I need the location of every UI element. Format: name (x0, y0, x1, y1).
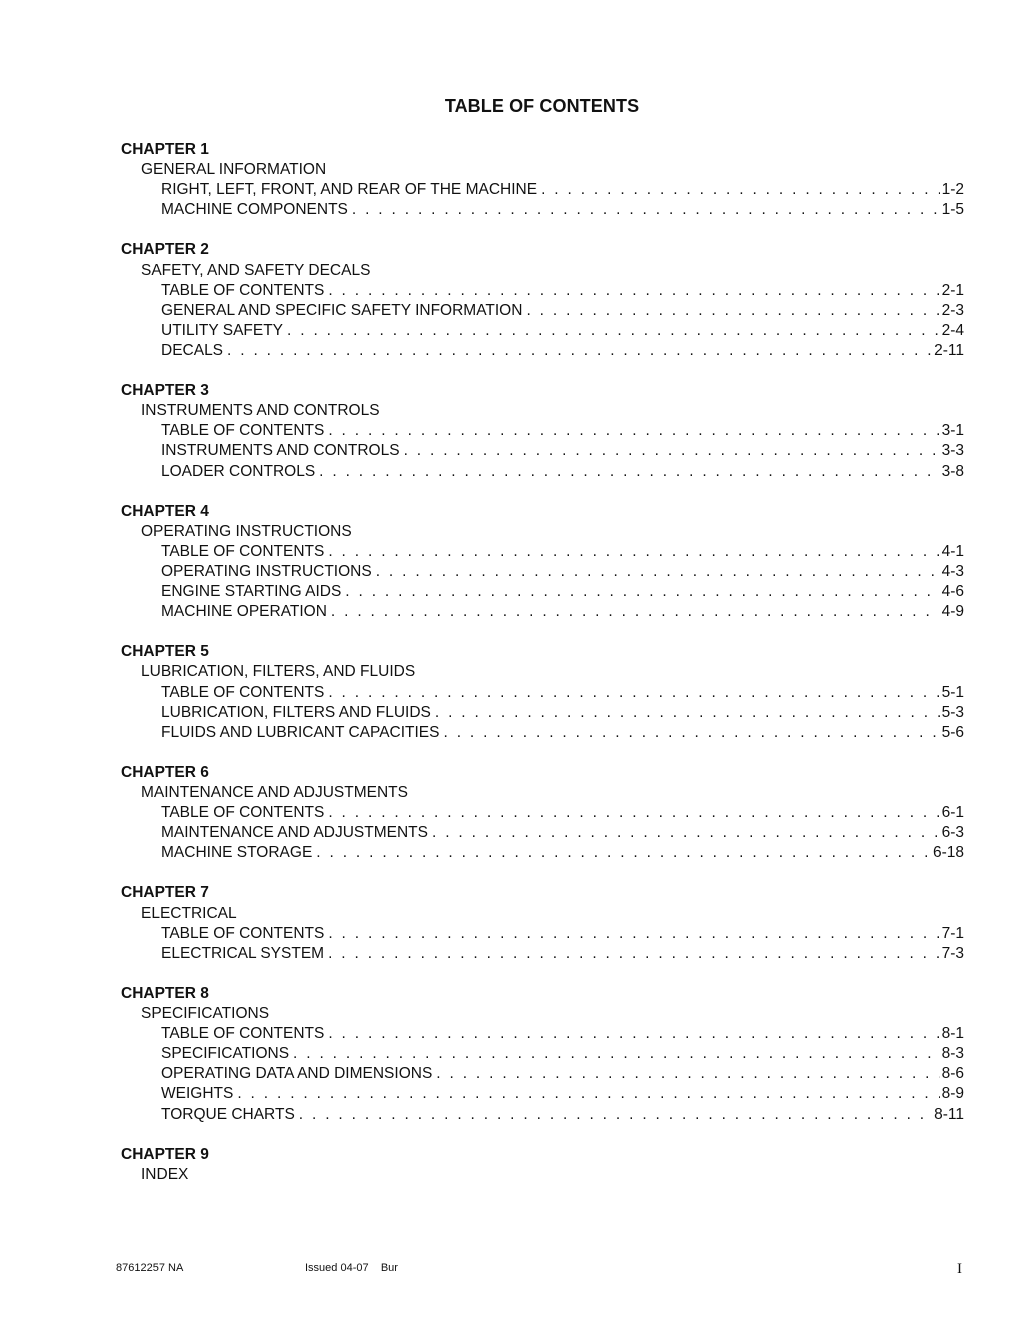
toc-entry (121, 823, 964, 843)
toc-entry (121, 562, 964, 582)
toc-entry-page: 3-1 (941, 422, 964, 440)
toc-entry-page: 2-1 (941, 281, 964, 299)
toc-entry-title: SPECIFICATIONS (161, 1045, 290, 1063)
toc-entry-page: 2-3 (941, 301, 964, 319)
dot-leader (328, 944, 940, 964)
toc-entry-page: 6-3 (941, 824, 964, 842)
toc-entry-page: 1-2 (941, 181, 964, 199)
toc-entry (121, 843, 964, 863)
toc-entry-title: INSTRUMENTS AND CONTROLS (161, 442, 400, 460)
toc-entry-title: MAINTENANCE AND ADJUSTMENTS (161, 824, 428, 842)
toc-entry-page: 4-3 (941, 562, 964, 580)
toc-entry-title: GENERAL AND SPECIFIC SAFETY INFORMATION (161, 301, 523, 319)
toc-entry-title: TABLE OF CONTENTS (161, 924, 325, 942)
toc-entry-title: ENGINE STARTING AIDS (161, 583, 342, 601)
toc-entry-page: 1-5 (941, 201, 964, 219)
chapter-section (121, 502, 964, 623)
footer-page-number: I (957, 1261, 962, 1277)
chapter-label: CHAPTER 8 (121, 984, 209, 1002)
chapter-section (121, 381, 964, 481)
toc-entry-page: 8-11 (934, 1105, 964, 1123)
page-title: TABLE OF CONTENTS (444, 96, 640, 116)
toc-entry-page: 3-8 (941, 462, 964, 480)
toc-entry-title: RIGHT, LEFT, FRONT, AND REAR OF THE MACHINE (161, 181, 538, 199)
toc-entry-page: 2-4 (941, 321, 964, 339)
toc-entry-title: LUBRICATION, FILTERS AND FLUIDS (161, 703, 431, 721)
toc-entry-title: LOADER CONTROLS (161, 462, 316, 480)
dot-leader (328, 421, 939, 441)
toc-entry-title: ELECTRICAL SYSTEM (161, 944, 325, 962)
toc-entry (121, 924, 964, 944)
dot-leader (328, 803, 939, 823)
chapter-label: CHAPTER 6 (121, 763, 209, 781)
chapter-title: INDEX (141, 1165, 189, 1183)
chapter-section (121, 763, 964, 863)
footer-part-number: 87612257 NA (116, 1262, 184, 1274)
toc-entry-page: 6-1 (941, 804, 964, 822)
toc-entry (121, 723, 964, 743)
toc-entry-page: 2-11 (934, 341, 964, 359)
dot-leader (376, 562, 940, 582)
toc-entry-page: 5-6 (941, 723, 964, 741)
toc-entry-title: TABLE OF CONTENTS (161, 542, 325, 560)
chapter-label: CHAPTER 2 (121, 241, 209, 259)
toc-entry-title: TABLE OF CONTENTS (161, 683, 325, 701)
toc-entry-page: 8-3 (941, 1045, 964, 1063)
toc-entry (121, 582, 964, 602)
toc-entry-title: TABLE OF CONTENTS (161, 422, 325, 440)
chapter-label: CHAPTER 7 (121, 884, 209, 902)
toc-entry-page: 5-1 (941, 683, 964, 701)
chapter-section (121, 240, 964, 361)
dot-leader (345, 582, 939, 602)
dot-leader (404, 441, 940, 461)
toc-entry (121, 1105, 964, 1125)
toc-entry (121, 944, 964, 964)
dot-leader (299, 1105, 932, 1125)
toc-entry-page: 4-9 (941, 603, 964, 621)
toc-entry-page: 5-3 (941, 703, 964, 721)
dot-leader (328, 1024, 939, 1044)
toc-entry (121, 180, 964, 200)
toc-entry-title: MACHINE COMPONENTS (161, 201, 348, 219)
dot-leader (436, 1064, 939, 1084)
chapter-title: LUBRICATION, FILTERS, AND FLUIDS (141, 663, 416, 681)
dot-leader (237, 1084, 939, 1104)
dot-leader (328, 542, 939, 562)
chapter-label: CHAPTER 4 (121, 502, 209, 520)
dot-leader (287, 321, 940, 341)
dot-leader (541, 180, 940, 200)
toc-entry-page: 7-3 (941, 944, 964, 962)
toc-entry (121, 1024, 964, 1044)
chapter-section (121, 883, 964, 963)
toc-entry-title: MACHINE OPERATION (161, 603, 327, 621)
chapter-label: CHAPTER 3 (121, 382, 209, 400)
chapter-label: CHAPTER 1 (121, 141, 209, 158)
toc-entry (121, 462, 964, 482)
toc-entry-page: 8-9 (941, 1085, 964, 1103)
dot-leader (435, 703, 940, 723)
footer-issue-date: Issued 04-07 Bur (305, 1262, 398, 1274)
dot-leader (331, 602, 940, 622)
toc-entry (121, 683, 964, 703)
toc-entry (121, 1044, 964, 1064)
toc-entry-title: TORQUE CHARTS (161, 1105, 295, 1123)
toc-entry-title: TABLE OF CONTENTS (161, 804, 325, 822)
toc-entry (121, 421, 964, 441)
toc-entry-page: 7-1 (941, 924, 964, 942)
dot-leader (526, 301, 939, 321)
toc-entry (121, 1084, 964, 1104)
toc-entry-page: 8-6 (941, 1065, 964, 1083)
dot-leader (316, 843, 931, 863)
chapter-title: INSTRUMENTS AND CONTROLS (141, 402, 380, 420)
dot-leader (328, 281, 939, 301)
toc-entry (121, 602, 964, 622)
chapter-title: SPECIFICATIONS (141, 1005, 270, 1023)
dot-leader (293, 1044, 940, 1064)
dot-leader (328, 683, 939, 703)
toc-entry-title: TABLE OF CONTENTS (161, 1025, 325, 1043)
dot-leader (432, 823, 940, 843)
chapter-title: GENERAL INFORMATION (141, 161, 327, 179)
toc-entry-title: UTILITY SAFETY (161, 321, 284, 339)
chapter-label: CHAPTER 5 (121, 643, 209, 661)
chapter-title: SAFETY, AND SAFETY DECALS (141, 261, 371, 279)
dot-leader (319, 462, 939, 482)
chapter-title: ELECTRICAL (141, 904, 237, 922)
toc-entry-title: OPERATING INSTRUCTIONS (161, 562, 372, 580)
toc-entry (121, 542, 964, 562)
dot-leader (352, 200, 940, 220)
toc-entry-title: MACHINE STORAGE (161, 844, 313, 862)
toc-entry (121, 803, 964, 823)
dot-leader (227, 341, 932, 361)
toc-entry (121, 341, 964, 361)
chapter-section (121, 984, 964, 1125)
chapter-title: MAINTENANCE AND ADJUSTMENTS (141, 784, 408, 801)
toc-entry (121, 200, 964, 220)
toc-entry-page: 8-1 (941, 1025, 964, 1043)
toc-entry-page: 3-3 (941, 442, 964, 460)
chapter-label: CHAPTER 9 (121, 1145, 209, 1163)
toc-entry-title: TABLE OF CONTENTS (161, 281, 325, 299)
chapter-section (121, 1145, 964, 1185)
toc-entry-page: 4-1 (941, 542, 964, 560)
chapter-section (121, 642, 964, 742)
toc-entry-title: DECALS (161, 341, 224, 359)
toc-entry (121, 281, 964, 301)
chapter-section (121, 140, 964, 220)
toc-entry (121, 1064, 964, 1084)
toc-entry (121, 301, 964, 321)
toc-entry-title: OPERATING DATA AND DIMENSIONS (161, 1065, 433, 1083)
toc-entry (121, 441, 964, 461)
toc-entry-page: 6-18 (932, 844, 964, 862)
dot-leader (444, 723, 940, 743)
toc-entry-title: FLUIDS AND LUBRICANT CAPACITIES (161, 723, 440, 741)
toc-entry-page: 4-6 (941, 583, 964, 601)
dot-leader (328, 924, 939, 944)
chapter-title: OPERATING INSTRUCTIONS (141, 522, 352, 540)
toc-entry (121, 703, 964, 723)
toc-entry-title: WEIGHTS (161, 1085, 234, 1103)
table-of-contents (121, 140, 964, 1205)
toc-entry (121, 321, 964, 341)
